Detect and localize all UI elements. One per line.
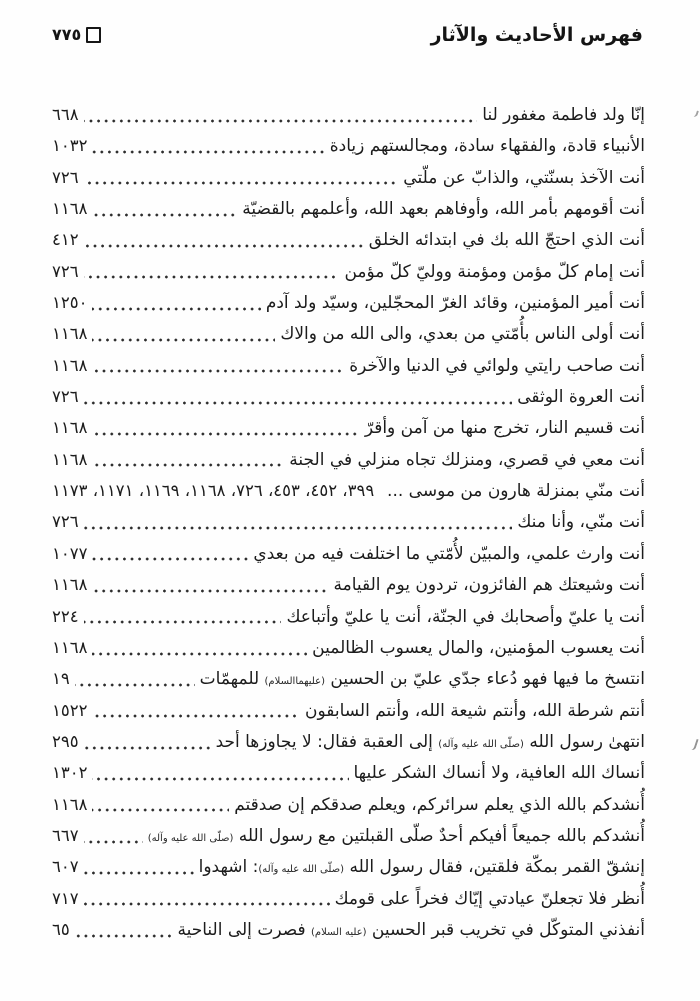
entry-text [335,884,645,915]
index-entry [52,318,645,349]
dotted-leader [92,777,348,781]
entry-text [344,257,645,288]
entry-text-segment: أنفذني المتوكّل في تخريب قبر الحسين [366,919,645,940]
dotted-leader [92,432,359,436]
entry-text-segment: للمهمّات [199,669,265,690]
entry-text-segment: أُنظر فلا تجعلنّ عيادتي إيّاك فخراً على قومك [334,888,645,909]
entry-text-segment: أنت منّي بمنزلة هارون من موسى ... [387,481,645,502]
dotted-leader [84,902,330,906]
index-entry [52,883,645,914]
index-entry [52,350,645,381]
entry-page-number: ٢٩٥ [52,731,79,751]
entry-text [354,758,646,789]
dotted-leader [84,181,399,185]
dotted-leader [92,463,284,467]
page-number: ٧٧٥ [52,24,82,44]
entry-text [177,915,645,948]
ink-mark [691,109,699,118]
page-title: فهرس الأحاديث والآثار [430,24,643,46]
entry-text-segment: أنتم شرطة الله، وأنتم شيعة الله، وأنتم السابقون [304,700,645,721]
entry-page-number: ٧٢٦ [52,512,79,532]
entry-text-segment: أنت يا عليّ وأصحابك في الجنّة، أنت يا عليّ وأتباعك [286,606,645,627]
entry-text-segment: الأنبياء قادة، والفقهاء سادة، ومجالستهم زيادة [329,136,645,157]
entry-text [199,852,645,885]
entry-text-segment: أنت أمير المؤمنين، وقائد الغرّ المحجّلين، وسيّد ولد آدم [265,293,645,314]
dotted-leader [75,683,195,687]
entry-page-number: ١٠٧٧ [52,543,88,563]
dotted-leader [92,714,300,718]
dotted-leader [92,652,307,656]
entry-page-number: ١١٦٨ [52,575,88,595]
entry-text-segment: أنت وارث علمي، والمبيّن لأُمّتي ما اختلفت فيه من بعدي [253,543,645,564]
entry-page-number: ٦٦٧ [52,825,79,845]
entry-text [253,539,645,570]
section-square-icon [86,27,101,43]
entry-text-segment: أنت الذي احتجّ الله بك في ابتدائه الخلق [368,230,645,251]
entry-page-number: ١٣٠٢ [52,763,88,783]
entry-text [403,163,645,194]
entry-page-number: ١٠٣٢ [52,136,88,156]
entry-text [234,790,645,821]
entry-page-number: ١١٦٨ [52,324,88,344]
entry-page-number: ٣٩٩، ٤٥٢، ٤٥٣، ٧٢٦، ١١٦٨، ١١٦٩، ١١٧١، ١١٧٣ [52,481,375,501]
index-entry [52,162,645,193]
entry-page-number: ٦٦٨ [52,105,79,124]
entry-text-segment: فصرت إلى الناحية [177,919,311,940]
dotted-leader [92,213,237,217]
entry-text-segment: أنت صاحب رايتي ولوائي في الدنيا والآخرة [349,355,645,376]
index-entry [52,224,645,255]
entry-text-segment: أنت معي في قصري، ومنزلك تجاه منزلي في الجنة [289,449,645,470]
entry-page-number: ٦٥ [52,919,70,939]
dotted-leader [84,746,211,750]
entry-text-segment: أنت يعسوب المؤمنين، والمال يعسوب الظالمين [312,637,645,658]
page-header [52,24,643,46]
entry-text-segment: إنشقّ القمر بمكّة فلقتين، فقال رسول الله [344,857,645,878]
entry-page-number: ١١٦٨ [52,637,88,657]
entry-text-segment: : اشهدوا [198,857,259,878]
entry-text [482,100,645,131]
dotted-leader [84,119,478,123]
dotted-leader [84,275,340,279]
entry-page-number: ١٥٢٢ [52,700,88,720]
index-entry [52,130,645,161]
dotted-leader [84,840,143,844]
dotted-leader [92,369,344,373]
index-entry [52,412,645,443]
dotted-leader [84,526,513,530]
entry-page-number: ١١٦٨ [52,355,88,375]
index-entry [52,789,645,820]
entry-page-number: ١١٦٨ [52,199,88,219]
entry-text [216,727,645,760]
entry-page-number: ١١٦٨ [52,418,88,438]
index-entry [52,193,645,224]
entry-text [266,288,645,319]
index-entry [52,695,645,726]
index-entry [52,444,645,475]
index-list [52,99,645,945]
index-entry [52,256,645,287]
entry-text-segment: أنت أقومهم بأمر الله، وأوفاهم بعهد الله، وأعلمهم بالقضيّة [242,199,645,220]
entry-text [517,382,645,413]
dotted-leader [84,244,364,248]
entry-text [280,319,645,350]
entry-text-segment: أنت منّي، وأنا منك [517,512,645,533]
dotted-leader [92,338,275,342]
entry-text [148,821,645,854]
index-entry [52,726,645,757]
index-entry [52,506,645,537]
index-entry [52,632,645,663]
index-entry [52,914,645,945]
entry-text [305,696,645,727]
index-entry [52,287,645,318]
dotted-leader [379,495,382,499]
dotted-leader [84,620,282,624]
index-entry [52,475,645,506]
honorific-small-text: (صلّى الله عليه وآله) [258,864,345,876]
entry-text-segment: أنت وشيعتك هم الفائزون، تردون يوم القيامة [333,575,645,596]
dotted-leader [84,871,194,875]
entry-page-number: ٢٢٤ [52,606,79,626]
index-entry [52,569,645,600]
entry-page-number: ١١٦٨ [52,794,88,814]
entry-text-segment: أنساك الله العافية، ولا أنساك الشكر عليها [353,763,645,784]
entry-text-segment: أنت الآخذ بسنّتي، والذابّ عن ملّتي [403,167,645,188]
entry-text [333,570,645,601]
index-entry [52,757,645,788]
honorific-small-text: (صلّى الله عليه وآله) [438,738,524,750]
index-entry [52,820,645,851]
entry-page-number: ٧٢٦ [52,261,79,281]
entry-text-segment: انتهىٰ رسول الله [523,731,645,752]
honorific-small-text: (صلّى الله عليه وآله) [147,832,234,844]
dotted-leader [92,307,260,311]
entry-text [289,445,645,476]
entry-page-number: ٤١٢ [52,230,79,250]
entry-text [517,507,645,538]
dotted-leader [92,808,229,812]
folio [52,26,101,45]
honorific-small-text: (عليهماالسلام) [264,676,325,688]
entry-text-segment: أنت العروة الوثقى [517,387,645,408]
entry-page-number: ٧٢٦ [52,387,79,407]
entry-text-segment: أنت أولى الناس بأُمّتي من بعدي، والى الله من والاك [280,324,645,345]
dotted-leader [92,150,324,154]
entry-text [387,476,645,507]
honorific-small-text: (عليه السلام) [310,926,367,938]
index-entry [52,663,645,694]
index-entry [52,851,645,882]
pen-mark [687,737,698,751]
entry-text [369,225,645,256]
entry-page-number: ٦٠٧ [52,857,79,877]
entry-text-segment: انتسخ ما فيها فهو دُعاء جدّي عليّ بن الحسين [324,669,645,690]
entry-text [312,633,645,664]
entry-page-number: ١١٦٨ [52,449,88,469]
dotted-leader [84,401,513,405]
index-entry [52,381,645,412]
dotted-leader [92,557,248,561]
entry-text [365,413,645,444]
dotted-leader [92,589,328,593]
entry-text-segment: إلى العقبة فقال: لا يجاوزها أحد [215,731,439,752]
entry-text [349,351,645,382]
dotted-leader [75,934,173,938]
index-entry [52,601,645,632]
entry-text [286,602,645,633]
entry-text-segment: أُنشدكم بالله الذي يعلم سرائركم، ويعلم صدقكم إن صدقتم [234,794,645,815]
entry-text [200,664,645,697]
entry-text-segment: أنت إمام كلّ مؤمن ومؤمنة ووليّ كلّ مؤمن [344,261,645,282]
entry-page-number: ٧٢٦ [52,167,79,187]
entry-text-segment: أنت قسيم النار، تخرج منها من آمن وأقرّ [364,418,645,439]
entry-text [330,131,645,162]
index-entry [52,99,645,130]
entry-text-segment: إنّا ولد فاطمة مغفور لنا [482,105,645,125]
entry-page-number: ١٢٥٠ [52,293,88,313]
index-entry [52,538,645,569]
entry-text-segment: أُنشدكم بالله جميعاً أفيكم أحدٌ صلّى القبلتين مع رسول الله [233,825,645,846]
entry-text [242,194,645,225]
entry-page-number: ١٩ [52,669,70,689]
entry-page-number: ٧١٧ [52,888,79,908]
